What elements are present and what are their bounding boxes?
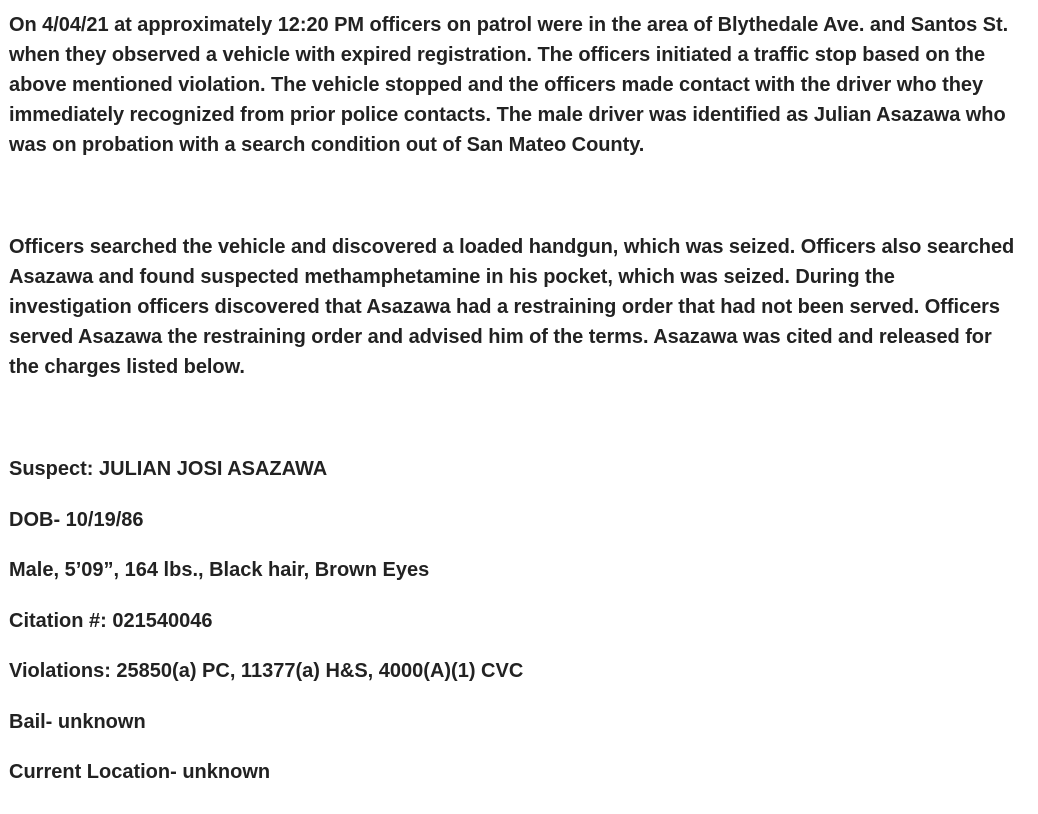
violations: Violations: 25850(a) PC, 11377(a) H&S, 4000(A)(1) CVC [9, 660, 524, 682]
incident-paragraph: On 4/04/21 at approximately 12:20 PM officers on patrol were in the area of Blythedale Ave. and Santos St. when they observed a vehicle with expired registration. The officers initiated a traffic stop based on the above mentioned violation. The vehicle stopped and the officers made contact with the driver who they immediately recognized from prior police contacts. The male driver was identified as Julian Asazawa who was on probation with a search condition out of San Mateo County. [9, 14, 1009, 156]
suspect-description: Male, 5’09”, 164 lbs., Black hair, Brown Eyes [9, 559, 430, 581]
suspect-dob: DOB- 10/19/86 [9, 508, 144, 531]
current-location: Current Location- unknown [9, 761, 271, 783]
search-paragraph: Officers searched the vehicle and discovered a loaded handgun, which was seized. Officers also searched Asazawa and found suspected methamphetamine in his pocket, which was seized. During the investigation officers discovered that Asazawa had a restraining order that had not been served. Officers served Asazawa the restraining order and advised him of the terms. Asazawa was cited and released for the charges listed below. [9, 236, 1015, 378]
bail: Bail- unknown [9, 710, 146, 733]
press-release-document [9, 10, 1019, 787]
suspect-details [9, 454, 1019, 787]
citation-number: Citation #: 021540046 [9, 609, 213, 632]
suspect-name: Suspect: JULIAN JOSI ASAZAWA [9, 458, 328, 480]
